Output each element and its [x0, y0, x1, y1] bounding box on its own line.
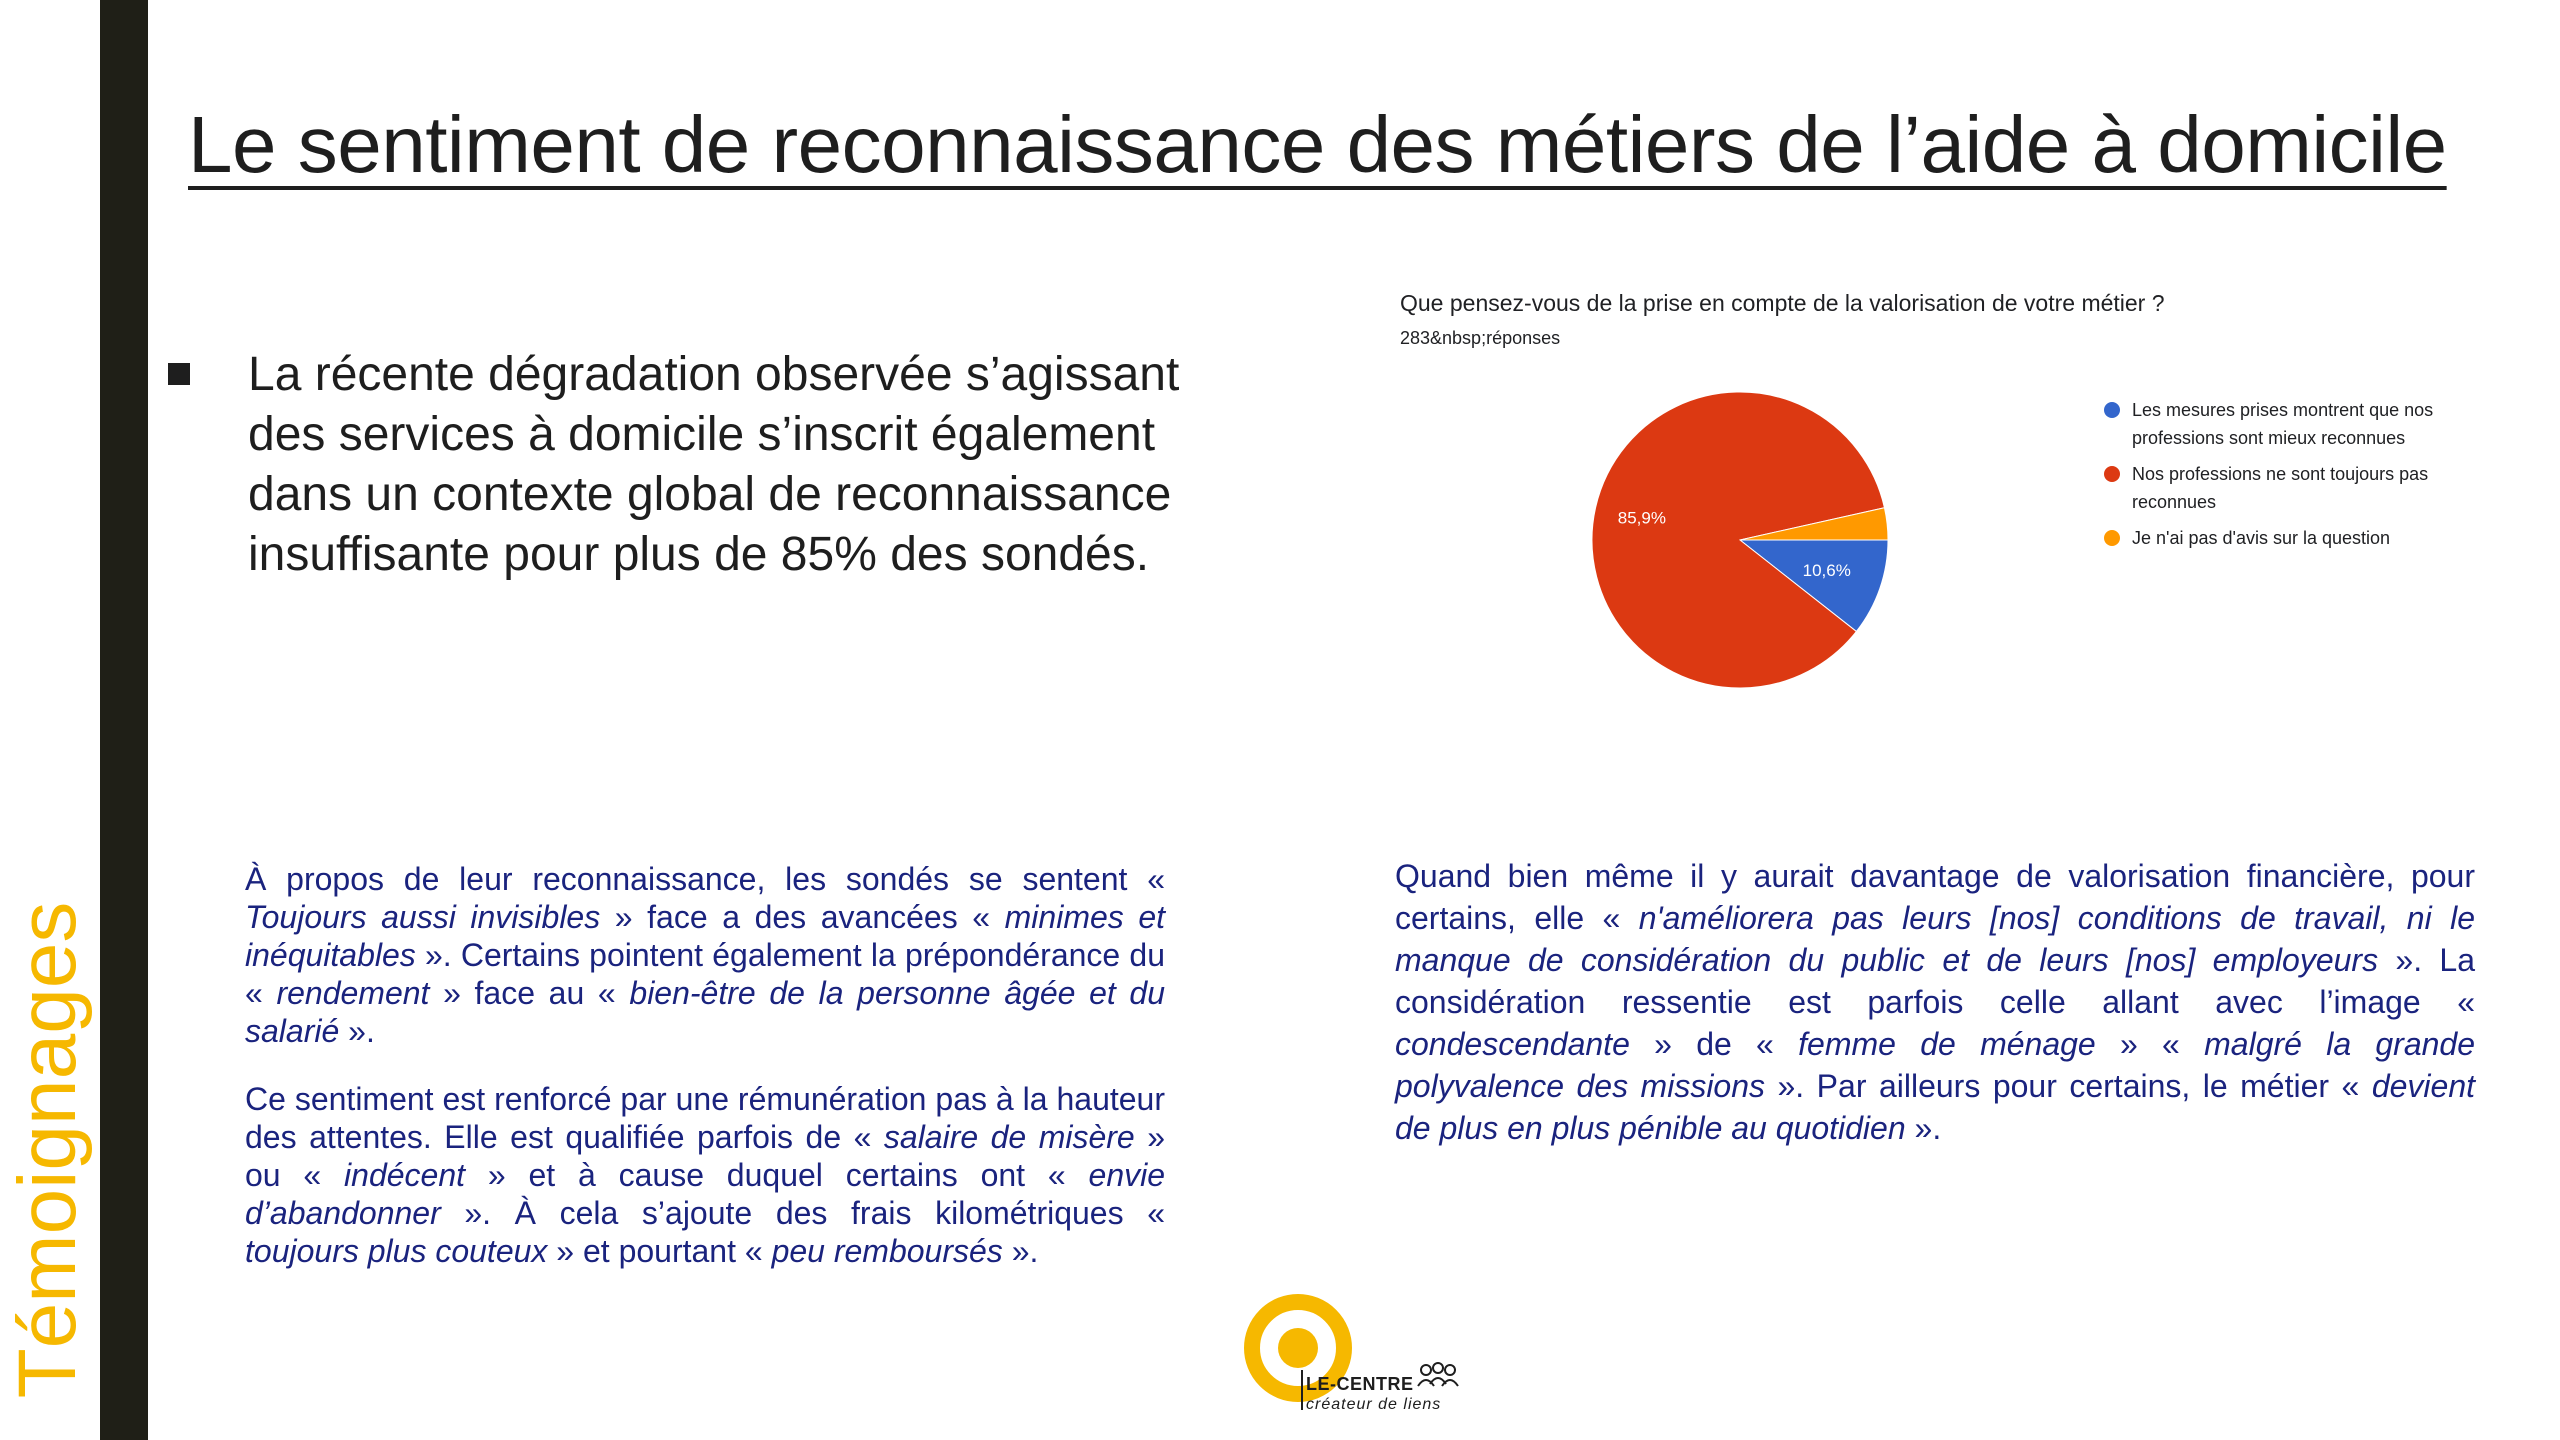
legend-item-0: [2104, 396, 2504, 452]
quote-text: condescendante: [1395, 1026, 1630, 1062]
legend-label: professions sont mieux reconnues: [2132, 428, 2406, 448]
left-paragraph-2: [245, 1080, 1165, 1270]
quote-text: toujours plus couteux: [245, 1233, 548, 1269]
quote-text: minimes et inéquitables: [245, 899, 1166, 973]
legend-label: Les mesures prises montrent que nos: [2132, 400, 2434, 420]
logo-ring-icon: [1240, 1290, 1480, 1440]
legend-label: Nos professions ne sont toujours pas: [2132, 464, 2429, 484]
quote-text: femme de ménage: [1798, 1026, 2096, 1062]
body-text: Quand bien même il y aurait davantage de valorisation financière, pour certains, elle «: [1395, 858, 2475, 936]
chart-response-count: 283&nbsp;réponses: [1400, 328, 1561, 348]
quote-text: rendement: [276, 975, 430, 1011]
logo-name: LE-CENTRE: [1306, 1374, 1414, 1394]
body-text: » face au «: [429, 975, 630, 1011]
quote-text: peu remboursés: [771, 1233, 1003, 1269]
quote-text: Toujours aussi invisibles: [245, 899, 601, 935]
legend-dot-icon: [2104, 402, 2120, 418]
body-text: ». À cela s’ajoute des frais kilométriques «: [440, 1195, 1165, 1231]
left-accent-bar: [100, 0, 148, 1440]
quote-text: n'améliorera pas leurs [nos] conditions de travail, ni le manque de considération du public et de leurs [nos] employeurs: [1395, 900, 2475, 978]
body-text: » et pourtant «: [547, 1233, 772, 1269]
quote-text: malgré la grande polyvalence des missions: [1395, 1026, 2476, 1104]
logo-tagline: créateur de liens: [1306, 1396, 1442, 1413]
pie-slice-label-1: 85,9%: [1617, 508, 1666, 528]
legend-dot-icon: [2104, 466, 2120, 482]
slide-title: Le sentiment de reconnaissance des métiers de l’aide à domicile: [188, 100, 2447, 189]
right-paragraph-1: [1395, 855, 2475, 1149]
quote-text: indécent: [344, 1157, 466, 1193]
body-text: ». Par ailleurs pour certains, le métier «: [1765, 1068, 2372, 1104]
body-text: » de «: [1629, 1026, 1799, 1062]
legend-label: reconnues: [2132, 492, 2217, 512]
quote-text: bien-être de la personne âgée et du salarié: [245, 975, 1166, 1049]
legend-label: Je n'ai pas d'avis sur la question: [2132, 528, 2391, 548]
quote-text: salaire de misère: [883, 1119, 1135, 1155]
bullet-square-icon: [168, 363, 190, 385]
logo: [1240, 1290, 1480, 1440]
quote-text: devient de plus en plus pénible au quotidien: [1395, 1068, 2476, 1146]
body-text: » «: [2095, 1026, 2205, 1062]
body-text: » ou «: [245, 1119, 1166, 1193]
right-testimony-block: [1395, 855, 2475, 1179]
body-text: ».: [1905, 1110, 1942, 1146]
legend-item-2: [2104, 524, 2504, 552]
body-text: ».: [1002, 1233, 1039, 1269]
body-text: » et à cause duquel certains ont «: [465, 1157, 1089, 1193]
legend-dot-icon: [2104, 530, 2120, 546]
pie-slice-label-0: 10,6%: [1802, 560, 1851, 580]
body-text: ». Certains pointent également la prépondérance du «: [245, 937, 1165, 1011]
side-label: Témoignages: [2, 901, 93, 1399]
left-testimony-block: [245, 860, 1165, 1300]
left-paragraph-1: [245, 860, 1165, 1050]
chart-title: Que pensez-vous de la prise en compte de la valorisation de votre métier ?: [1400, 290, 2165, 316]
body-text: ». La considération ressentie est parfois celle allant avec l’image «: [1395, 942, 2476, 1020]
body-text: » face a des avancées «: [600, 899, 1005, 935]
pie-chart: [1580, 380, 1900, 700]
people-icon: [1418, 1363, 1458, 1386]
body-text: Ce sentiment est renforcé par une rémunération pas à la hauteur des attentes. Elle est qualifiée parfois de «: [245, 1081, 1165, 1155]
body-text: À propos de leur reconnaissance, les sondés se sentent «: [245, 861, 1165, 897]
bullet-text: La récente dégradation observée s’agissant des services à domicile s’inscrit également dans un contexte global de reconnaissance insuffisante pour plus de 85% des sondés.: [248, 348, 1180, 581]
quote-text: envie d’abandonner: [245, 1157, 1166, 1231]
legend-item-1: [2104, 460, 2504, 516]
body-text: ».: [339, 1013, 375, 1049]
chart-legend: [2104, 396, 2504, 560]
